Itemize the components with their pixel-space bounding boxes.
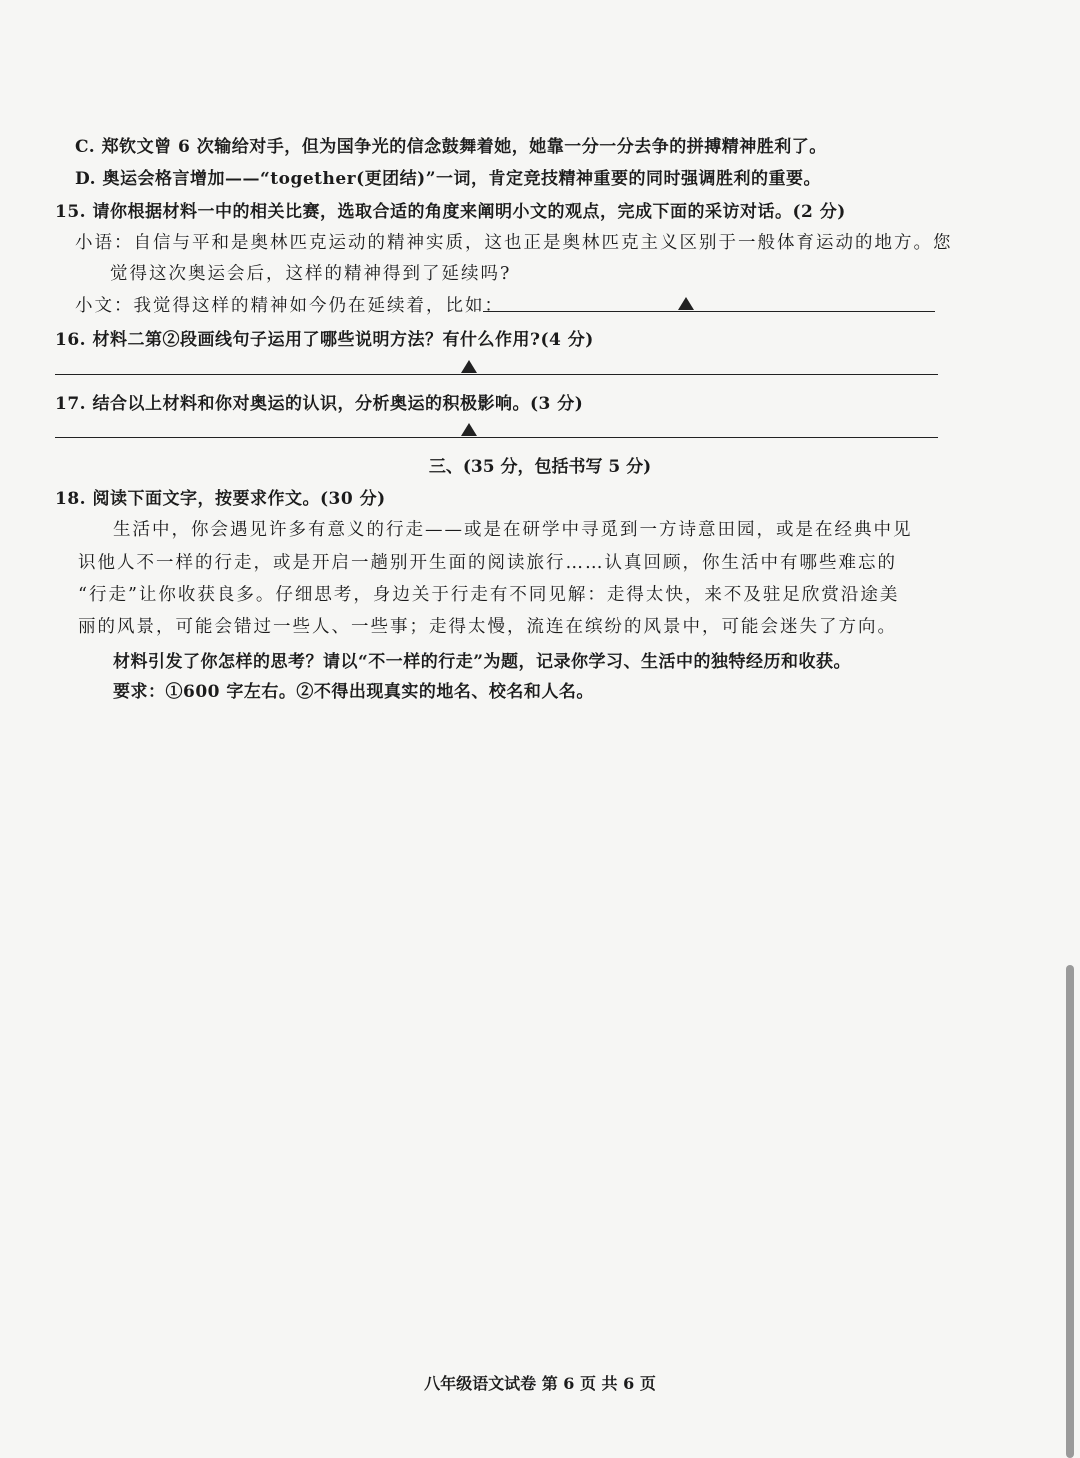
triangle-marker-icon (461, 360, 477, 373)
question-16-stem: 16. 材料二第②段画线句子运用了哪些说明方法？有什么作用?(4 分) (55, 330, 594, 350)
question-18-para2: 材料引发了你怎样的思考？请以“不一样的行走”为题，记录你学习、生活中的独特经历和收获。 (113, 652, 852, 672)
scrollbar[interactable] (1066, 965, 1074, 1458)
triangle-marker-icon (678, 297, 694, 310)
question-18-stem: 18. 阅读下面文字，按要求作文。(30 分) (55, 489, 386, 509)
triangle-marker-icon (461, 423, 477, 436)
question-15-answer-line[interactable] (483, 311, 935, 312)
question-18-para1-line2: 识他人不一样的行走，或是开启一趟别开生面的阅读旅行……认真回顾，你生活中有哪些难忘的 (78, 553, 897, 573)
question-18-requirements: 要求：①600 字左右。②不得出现真实的地名、校名和人名。 (113, 682, 594, 702)
page-footer: 八年级语文试卷 第 6 页 共 6 页 (424, 1374, 656, 1393)
question-15-stem: 15. 请你根据材料一中的相关比赛，选取合适的角度来阐明小文的观点，完成下面的采访对话。(2 分) (55, 202, 846, 222)
question-16-answer-line[interactable] (55, 374, 938, 375)
question-18-para1-line1: 生活中，你会遇见许多有意义的行走——或是在研学中寻觅到一方诗意田园，或是在经典中见 (113, 520, 913, 540)
question-17-answer-line[interactable] (55, 437, 938, 438)
question-15-xiaoyu-line1: 小语：自信与平和是奥林匹克运动的精神实质，这也正是奥林匹克主义区别于一般体育运动的地方。您 (75, 233, 953, 253)
question-15-xiaowen: 小文：我觉得这样的精神如今仍在延续着，比如： (75, 296, 504, 316)
question-18-para1-line4: 丽的风景，可能会错过一些人、一些事；走得太慢，流连在缤纷的风景中，可能会迷失了方向。 (78, 617, 897, 637)
question-17-stem: 17. 结合以上材料和你对奥运的认识，分析奥运的积极影响。(3 分) (55, 394, 584, 414)
question-15-xiaoyu-line2: 觉得这次奥运会后，这样的精神得到了延续吗? (110, 264, 512, 284)
option-c: C. 郑钦文曾 6 次输给对手，但为国争光的信念鼓舞着她，她靠一分一分去争的拼搏精神胜利了。 (75, 137, 827, 157)
question-18-para1-line3: “行走”让你收获良多。仔细思考，身边关于行走有不同见解：走得太快，来不及驻足欣赏沿途美 (78, 585, 900, 605)
option-d: D. 奥运会格言增加——“together(更团结)”一词，肯定竞技精神重要的同时强调胜利的重要。 (75, 169, 821, 189)
section-three-heading: 三、(35 分，包括书写 5 分) (428, 457, 652, 477)
